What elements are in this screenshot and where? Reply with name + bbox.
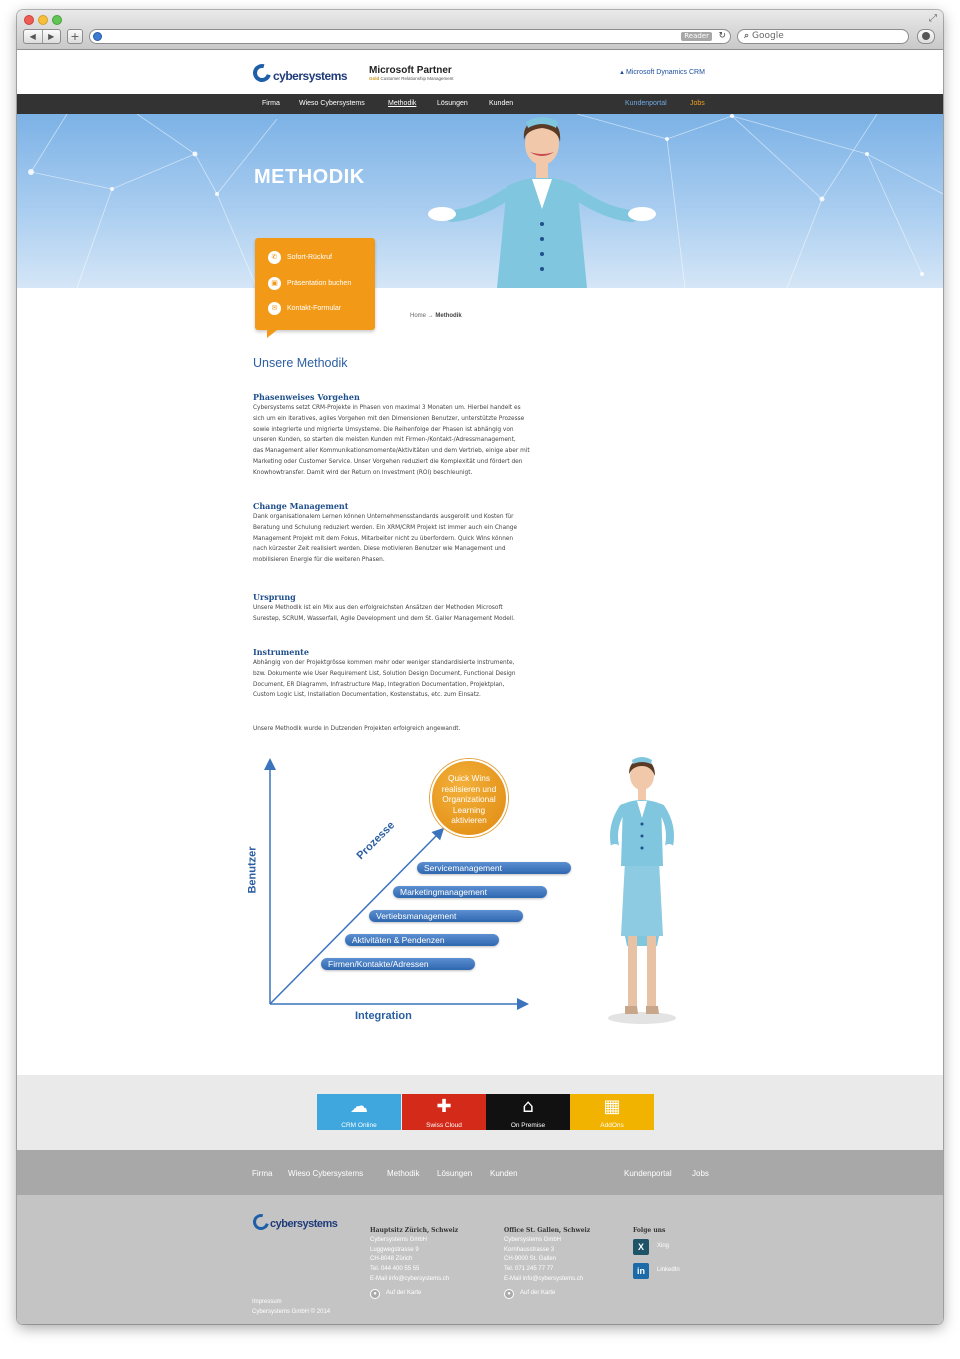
blocks-icon: ▦ [603,1096,621,1117]
social-linkedin[interactable]: in LinkedIn [633,1263,680,1279]
linkedin-icon: in [633,1263,649,1279]
partner-subtitle: Gold Customer Relationship Management [369,76,454,81]
swiss-cross-icon: ✚ [436,1096,452,1117]
history-buttons [23,29,61,44]
impressum-link[interactable]: Impressum [252,1299,282,1305]
forward-button[interactable]: ▶ [48,32,55,41]
action-book-presentation[interactable]: ▣ Präsentation buchen [268,276,351,290]
close-window-button[interactable] [24,15,34,25]
section-title: Phasenweises Vorgehen [253,392,360,402]
page-hero-title: METHODIK [254,166,365,188]
footer-office-address: Office St. Gallen, Schweiz Cybersystems GmbH Kornhausstrasse 3 CH-9000 St. Gallen Tel. 071 245 77 77 E-Mail info@cybersystems.ch ● Auf der Karte [504,1227,591,1297]
section-text: Abhängig von der Projektgrösse kommen mehr oder weniger standardisierte Instrumente, bzw. Dokumente wie User Requirement List, Solution Design Document, Functional Design Document, ER Diagramm, Infrastructure Map, Integration Documentation, Projektplan, Custom Logic List, Installation Documentation, Kostenstatus, etc. zum Einsatz. [253,660,516,699]
nav-item-jobs[interactable]: Jobs [690,100,705,107]
contact-actions-box [255,238,375,330]
hq-map-link[interactable]: ● Auf der Karte [370,1289,458,1299]
extension-button[interactable] [917,29,935,44]
section-text: Cybersystems setzt CRM-Projekte in Phasen von maximal 3 Monaten um. Hierbei handelt es sich um ein iteratives, agiles Vorgehen mit den Dimensionen Benutzer, unterstützte Prozesse sowie integrierte und migrierte Umsysteme. Die Reihenfolge der Phasen ist abhängig von unseren Kunden, so starten die meisten Kunden mit Firmen-/Kontakt-/Adressmanagement, das Management aller Kommunikationsmomente/Aktivitäten und dem Vertrieb, einige aber mit Marketing oder Customer Service. Unser Vorgehen reduziert die Komplexität und fördert den Knowhowtransfer. Damit wird der Return on Investment (ROI) beschleunigt. [253,405,530,476]
new-tab-button[interactable]: + [67,29,83,44]
section-text: Dank organisationalem Lernen können Unternehmensstandards ausgerollt und Kosten für Beratung und Schulung reduziert werden. Ein XRM/CRM Projekt ist immer auch ein Change Management Projekt mit dem Fokus, Mitarbeiter nicht zu überfordern. Quick Wins können nach kürzester Zeit realisiert werden. Diese motivieren Benutzer wie Management und mobilisieren Energie für die weiteren Phasen. [253,514,518,564]
search-input[interactable] [737,29,909,44]
breadcrumb-home[interactable]: Home [410,313,427,319]
bar-vertiebsmanagement: Vertiebsmanagement [369,910,523,922]
section-title: Change Management [253,501,349,511]
presentation-icon: ▣ [268,277,281,290]
cloud-icon: ☁ [350,1096,368,1117]
reload-icon[interactable]: ↻ [718,31,726,41]
web-page [17,51,943,1324]
action-callback[interactable]: ✆ Sofort-Rückruf [268,250,332,264]
partner-title: Microsoft Partner [369,65,452,76]
map-pin-icon: ● [370,1289,380,1299]
footer-nav-wieso[interactable]: Wieso Cybersystems [288,1169,364,1178]
globe-icon [93,32,102,41]
xing-icon: X [633,1239,649,1255]
y-axis-label: Benutzer [246,846,259,894]
nav-item-loesungen[interactable]: Lösungen [437,100,468,107]
phone-icon: ✆ [268,251,281,264]
bar-aktivitaeten: Aktivitäten & Pendenzen [345,934,499,946]
footer-logo[interactable]: cybersystems [270,1218,338,1230]
fullscreen-icon[interactable]: ⤢ [929,13,937,24]
site-footer [17,1195,943,1324]
section-title: Ursprung [253,592,296,602]
nav-item-wieso[interactable]: Wieso Cybersystems [299,100,365,107]
section-title: Instrumente [253,647,309,657]
hero-banner [17,114,943,288]
footer-nav-loesungen[interactable]: Lösungen [437,1169,473,1178]
footer-nav-jobs[interactable]: Jobs [692,1169,709,1178]
footer-nav-firma[interactable]: Firma [252,1169,273,1178]
tile-addons[interactable]: ▦ AddOns [570,1094,654,1130]
bar-servicemanagement: Servicemanagement [417,862,571,874]
footer-nav-methodik[interactable]: Methodik [387,1169,420,1178]
nav-item-kundenportal[interactable]: Kundenportal [625,100,667,107]
main-navigation [17,94,943,114]
bar-marketingmanagement: Marketingmanagement [393,886,547,898]
nav-item-firma[interactable]: Firma [262,100,280,107]
zoom-window-button[interactable] [52,15,62,25]
cybersystems-logo-icon[interactable] [250,61,275,86]
closing-text: Unsere Methodik wurde in Dutzenden Projekten erfolgreich angewandt. [253,726,461,732]
footer-hq-address: Hauptsitz Zürich, Schweiz Cybersystems GmbH Luggwegstrasse 9 CH-8048 Zürich Tel. 044 400 55 55 E-Mail info@cybersystems.ch ● Auf der Karte [370,1227,459,1297]
browser-toolbar [17,10,943,50]
quick-wins-circle: Quick Wins realisieren und Organizational Learning aktivieren [430,759,508,837]
copyright-text: Cybersystems GmbH © 2014 [252,1308,331,1315]
x-axis-label: Integration [355,1010,412,1022]
office-map-link[interactable]: ● Auf der Karte [504,1289,590,1299]
dynamics-logo: ▲ Microsoft Dynamics CRM [619,69,705,76]
site-logo[interactable]: cybersystems [273,69,348,83]
mail-icon: ✉ [268,302,281,315]
tile-on-premise[interactable]: ⌂ On Premise [486,1094,570,1130]
section-text: Unsere Methodik ist ein Mix aus den erfolgreichsten Ansätzen der Methoden Microsoft Surestep, SCRUM, Wasserfall, Agile Development und dem St. Galler Management Modell. [253,605,515,622]
diagonal-label: Prozesse [354,819,398,862]
address-bar[interactable] [89,29,731,44]
reader-button[interactable]: Reader [681,32,712,41]
map-pin-icon: ● [504,1289,514,1299]
breadcrumb: Home → Methodik [410,313,462,319]
social-xing[interactable]: X Xing [633,1239,680,1255]
methodology-diagram [247,746,577,1031]
bar-firmen-kontakte: Firmen/Kontakte/Adressen [321,958,475,970]
footer-social: Folge uns X Xing in LinkedIn [633,1226,680,1279]
solutions-strip [17,1075,943,1150]
nav-item-kunden[interactable]: Kunden [489,100,514,107]
footer-nav-kundenportal[interactable]: Kundenportal [624,1169,672,1178]
hostess-illustration [412,114,672,288]
minimize-window-button[interactable] [38,15,48,25]
house-icon: ⌂ [522,1096,534,1117]
search-icon: ⌕ [744,31,750,41]
tile-crm-online[interactable]: ☁ CRM Online [317,1094,401,1130]
page-title: Unsere Methodik [253,356,348,370]
site-header [17,51,943,94]
standing-hostess-illustration [597,756,687,1026]
search-placeholder: Google [752,31,784,41]
footer-legal [252,1298,330,1317]
breadcrumb-current: Methodik [435,313,462,319]
tile-swiss-cloud[interactable]: ✚ Swiss Cloud [402,1094,486,1130]
footer-nav-kunden[interactable]: Kunden [490,1169,518,1178]
footer-logo-icon [250,1211,272,1233]
nav-item-methodik[interactable]: Methodik [388,100,417,107]
back-button[interactable]: ◀ [24,30,43,43]
action-contact-form[interactable]: ✉ Kontakt-Formular [268,301,341,315]
footer-navigation [17,1150,943,1195]
browser-window [17,10,943,1324]
